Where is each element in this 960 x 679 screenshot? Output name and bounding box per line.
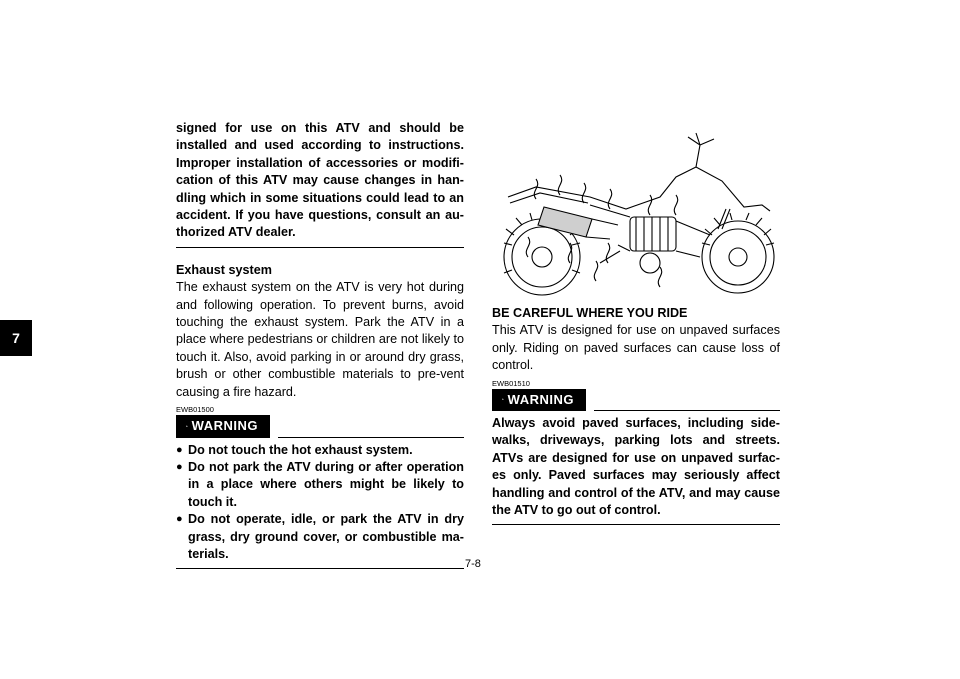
list-item: ● Do not park the ATV during or after operation in a place where others might be likely to touch it. (176, 459, 464, 511)
warning-header (176, 415, 464, 437)
exhaust-system-heading: Exhaust system (176, 262, 272, 277)
warning-badge (492, 389, 586, 411)
bullet-icon: ● (176, 443, 183, 456)
warning-end-rule (176, 247, 464, 248)
warning-label: WARNING (507, 391, 574, 407)
warning-code: EWB01510 (492, 378, 530, 388)
atv-exhaust-illustration (500, 125, 778, 303)
ride-caution-heading: BE CAREFUL WHERE YOU RIDE (492, 306, 688, 320)
warning-triangle-icon (186, 420, 188, 432)
paved-surface-warning-text: Always avoid paved surfaces, including side-walks, driveways, parking lots and streets. ATVs are designed for use on unpaved surfac-es only. Paved surfaces may seriously affect handling and control of the ATV, and may cause the ATV to go out of control. (492, 416, 780, 518)
warning-code: EWB01500 (176, 405, 214, 415)
warning-header (492, 389, 780, 411)
exhaust-system-body: The exhaust system on the ATV is very hot during and following operation. To prevent burns, avoid touching the exhaust system. Park the ATV in a place where pedestrians or children are not likely to touch it. Also, avoid parking in or around dry grass, brush or other combustible materials to pre-vent causing a fire hazard. (176, 280, 464, 399)
warning-continuation-text: signed for use on this ATV and should be installed and used according to instructions. Improper installation of accessories or modifi-cation of this ATV may cause changes in han-dling which in some situations could lead to an accident. If you have questions, consult an au-thorized ATV dealer. (176, 121, 464, 240)
page-number: 7-8 (465, 558, 481, 570)
warning-header-rule (278, 437, 464, 438)
warning-bullet-list (176, 442, 464, 564)
right-column (492, 305, 780, 525)
chapter-tab: 7 (0, 320, 32, 356)
left-column (176, 120, 464, 569)
bullet-icon: ● (176, 460, 183, 473)
list-item: ● Do not touch the hot exhaust system. (176, 442, 464, 459)
list-item: ● Do not operate, idle, or park the ATV in dry grass, dry ground cover, or combustible ma-terials. (176, 511, 464, 563)
bullet-icon: ● (176, 513, 183, 526)
warning-end-rule (492, 524, 780, 525)
warning-label: WARNING (191, 418, 258, 434)
exhaust-muffler-icon (538, 207, 618, 239)
warning-badge (176, 415, 270, 437)
warning-end-rule (176, 568, 464, 569)
ride-caution-body: This ATV is designed for use on unpaved surfaces only. Riding on paved surfaces can cause loss of control. (492, 323, 780, 373)
warning-triangle-icon (502, 393, 504, 405)
warning-header-rule (594, 410, 780, 411)
